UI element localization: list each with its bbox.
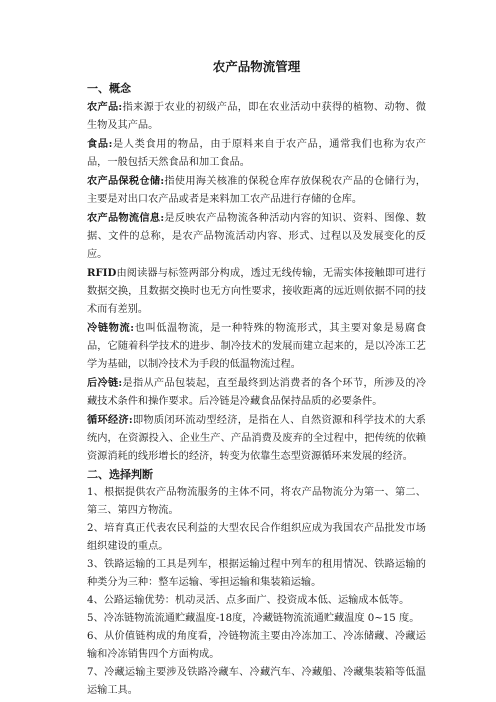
definition-agricultural-products: [87, 98, 426, 135]
definition-text: 指使用海关核准的保税仓库存放保税农产品的仓储行为，主要是对出口农产品或者是来料加工农产品进行存储的仓库。: [87, 176, 426, 205]
definition-term: 冷链物流:: [87, 322, 135, 334]
definition-term: 循环经济:: [87, 414, 133, 426]
definition-text: 是人类食用的物品，由于原料来自于农产品，通常我们也称为农产品，一般包括天然食品和加工食品。: [87, 139, 426, 168]
definition-text: 即物质闭环流动型经济，是指在人、自然资源和科学技术的大系统内，在资源投入、企业生产、产品消费及废弃的全过程中，把传统的依赖资源消耗的线形增长的经济，转变为依靠生态型资源循环来发展的经济。: [87, 415, 426, 462]
definition-term: 食品:: [87, 138, 113, 150]
list-item: 6、从价值链构成的角度看，冷链物流主要由冷冻加工、冷冻储藏、冷藏运输和冷冻销售四个方面构成。: [87, 631, 426, 660]
document-title: 农产品物流管理: [212, 59, 301, 74]
definition-logistics-information: [87, 209, 426, 264]
list-item: 2、培育真正代表农民利益的大型农民合作组织应成为我国农产品批发市场组织建设的重点。: [87, 523, 426, 552]
definition-circular-economy: [87, 411, 426, 466]
list-item: 4、公路运输优势：机动灵活、点多面广、投资成本低、运输成本低等。: [87, 595, 410, 606]
list-item: 7、冷藏运输主要涉及铁路冷藏车、冷藏汽车、冷藏船、冷藏集装箱等低温运输工具。: [87, 667, 426, 696]
definition-term: RFID: [87, 267, 117, 279]
definition-term: 农产品:: [87, 101, 123, 113]
definition-bonded-storage: [87, 172, 426, 209]
definition-cold-chain: [87, 319, 426, 374]
definition-text: 指来源于农业的初级产品，即在农业活动中获得的植物、动物、微生物及其产品。: [87, 102, 427, 131]
list-item: 5、冷冻链物流流通贮藏温度-18度，冷藏链物流流通贮藏温度 0~15 度。: [87, 613, 420, 624]
definition-rfid: [87, 264, 426, 319]
definition-text: 是指从产品包装起，直至最终到达消费者的各个环节，所涉及的冷藏技术条件和操作要求。后冷链是冷藏食品保持品质的必要条件。: [87, 378, 427, 407]
definition-text: 由阅读器与标签两部分构成，透过无线传输，无需实体接触即可进行数据交换，且数据交换时也无方向性要求，接收距离的远近则依据不同的技术而有差别。: [87, 268, 426, 315]
section-heading-choice-judgment: 二、选择判断: [87, 468, 153, 481]
definition-term: 后冷链:: [87, 377, 123, 389]
definition-text: 是反映农产品物流各种活动内容的知识、资料、图像、数据、文件的总称，是农产品物流活动内容、形式、过程以及发展变化的反应。: [87, 213, 426, 260]
definition-term: 农产品保税仓储:: [87, 175, 165, 187]
definition-term: 农产品物流信息:: [87, 212, 165, 224]
list-item: 1、根据提供农产品物流服务的主体不同，将农产品物流分为第一、第二、第三、第四方物流。: [87, 487, 426, 516]
list-item: 3、铁路运输的工具是列车，根据运输过程中列车的租用情况、铁路运输的种类分为三种：整车运输、零担运输和集装箱运输。: [87, 559, 426, 588]
section-heading-concepts: 一、概念: [87, 82, 131, 95]
definition-text: 也叫低温物流，是一种特殊的物流形式，其主要对象是易腐食品，它随着科学技术的进步、制冷技术的发展而建立起来的，是以冷冻工艺学为基础，以制冷技术为手段的低温物流过程。: [87, 323, 427, 370]
definition-post-cold-chain: [87, 374, 426, 411]
definition-food: [87, 135, 426, 172]
